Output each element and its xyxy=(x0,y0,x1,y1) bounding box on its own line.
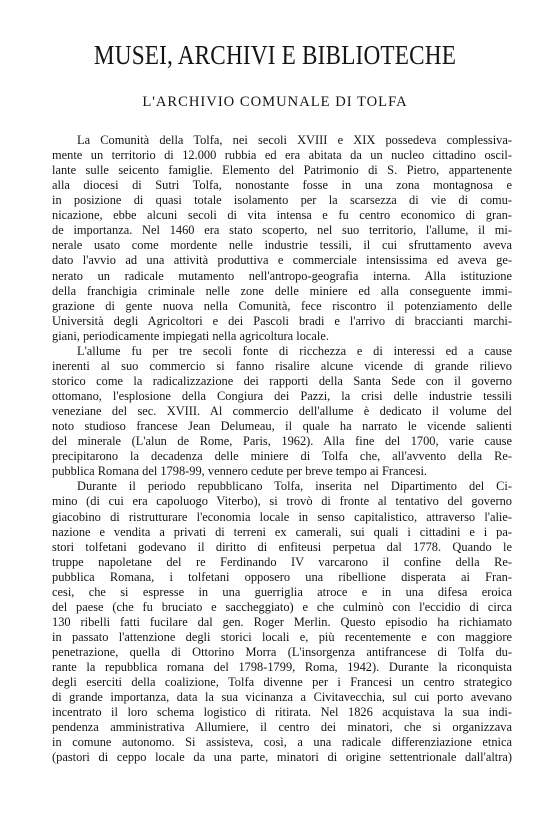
text-line: ottomano, l'esplosione della Congiura dei Pazzi, la crisi delle industrie tessili xyxy=(52,389,512,404)
text-line: 130 ribelli fatti fucilare dal gen. Roger Merlin. Questo episodio ha richiamato xyxy=(52,614,512,629)
text-line: pubblica Romana del 1798-99, vennero cedute per breve tempo ai Francesi. xyxy=(52,464,428,479)
text-line: (pastori di ceppo locale da una parte, minatori di origine settentrionale dall'altra) xyxy=(52,750,512,765)
text-line: penetrazione, quella di Ottorino Morra (L'insorgenza antifrancese di Tolfa du- xyxy=(52,645,512,660)
article-title: L'ARCHIVIO COMUNALE DI TOLFA xyxy=(142,94,408,110)
text-line: giani, periodicamente impiegati nella agricoltura locale. xyxy=(52,328,329,343)
text-line: nerale usato come mordente nelle industrie tessili, il cui sfruttamento aveva xyxy=(52,238,512,253)
text-line: mino (di cui era capoluogo Viterbo), si trovò di fronte al tentativo del governo xyxy=(52,494,512,509)
text-line: incentrato il loro schema logistico di ritirata. Nel 1826 acquistava la sua indi- xyxy=(52,705,512,720)
text-line: alla diocesi di Sutri Tolfa, nonostante fosse in una zona montagnosa e xyxy=(52,178,512,193)
text-line: in posizione di quasi totale isolamento per la scarsezza di vie di comu- xyxy=(52,193,512,208)
text-line: cesi, che si espresse in una guerriglia atroce e in una difesa eroica xyxy=(52,584,512,599)
text-line: de importanza. Nel 1460 era stato scoperto, nel suo territorio, l'allume, il mi- xyxy=(52,223,512,238)
text-line: L'allume fu per tre secoli fonte di ricchezza e di interessi ed a cause xyxy=(77,343,512,358)
text-line: veneziane del sec. XVIII. Al commercio dell'allume è dedicato il volume del xyxy=(52,404,512,419)
text-line: del minerale (L'alun de Rome, Paris, 1962). Alla fine del 1700, varie cause xyxy=(52,434,512,449)
section-heading: MUSEI, ARCHIVI E BIBLIOTECHE xyxy=(93,40,457,70)
text-line: dato l'avvio ad una attività produttiva e commerciale intensissima ed aveva ge- xyxy=(52,253,512,268)
text-line: lante sulle seicento famiglie. Elemento del Patrimonio di S. Pietro, appartenente xyxy=(52,163,512,178)
text-line: nicazione, ebbe alcuni secoli di vita intensa e fu centro economico di gran- xyxy=(52,208,512,223)
text-line: nerato un radicale mutamento nell'antropo-geografia interna. Alla istituzione xyxy=(52,268,512,283)
text-line: pendenza amministrativa Allumiere, il centro dei minatori, che si organizzava xyxy=(52,720,512,735)
text-line: del paese (che fu bruciato e saccheggiato) e che culminò con l'eccidio di circa xyxy=(52,599,512,614)
text-line: storico come la radicalizzazione dei rapporti della Santa Sede con il governo xyxy=(52,373,512,388)
text-line: nazione e vendita a privati di terreni ex camerali, sui quali i cittadini e i pa- xyxy=(52,524,512,539)
text-line: Durante il periodo repubblicano Tolfa, inserita nel Dipartimento del Ci- xyxy=(77,479,512,494)
text-line: della franchigia criminale nelle zone delle miniere ed alla conseguente immi- xyxy=(52,283,512,298)
text-line: stori tolfetani godevano il diritto di enfiteusi perpetua dal 1778. Quando le xyxy=(52,539,512,554)
text-line: in comune autonomo. Si assisteva, così, a una radicale differenziazione etnica xyxy=(52,735,512,750)
text-line: degli eserciti della coalizione, Tolfa divenne per i Francesi un centro strategico xyxy=(52,675,512,690)
text-line: noto studioso francese Jean Delumeau, il quale ha narrato le vicende salienti xyxy=(52,419,512,434)
text-line: mente un territorio di 12.000 rubbia ed era abitata da un nucleo cittadino oscil- xyxy=(52,148,512,163)
text-line: Università degli Agricoltori e dei Pascoli bradi e l'arrivo di braccianti marchi- xyxy=(52,313,512,328)
text-line: giacobino di ristrutturare l'economia locale in senso capitalistico, attraverso l'alie- xyxy=(52,509,512,524)
text-line: La Comunità della Tolfa, nei secoli XVIII e XIX possedeva complessiva- xyxy=(77,133,512,147)
text-line: grazione di gente nuova nella Comunità, fece riscontro il potenziamento delle xyxy=(52,298,512,313)
text-line: precipitarono la decadenza delle miniere di Tolfa che, all'avvento della Re- xyxy=(52,449,512,464)
text-line: inerenti al suo commercio si fanno risalire alcune vicende di grande rilievo xyxy=(52,358,512,373)
text-line: di grande importanza, data la sua vicinanza a Civitavecchia, sul cui porto avevano xyxy=(52,690,512,705)
text-line: rante la repubblica romana del 1798-1799, Roma, 1942). Durante la riconquista xyxy=(52,660,512,675)
text-line: truppe napoletane del re Ferdinando IV varcarono il confine della Re- xyxy=(52,554,512,569)
text-line: pubblica Romana, i tolfetani opposero una ribellione disperata ai Fran- xyxy=(52,569,512,584)
text-line: in passato l'attenzione degli storici locali e, più recentemente e con maggiore xyxy=(52,629,512,644)
